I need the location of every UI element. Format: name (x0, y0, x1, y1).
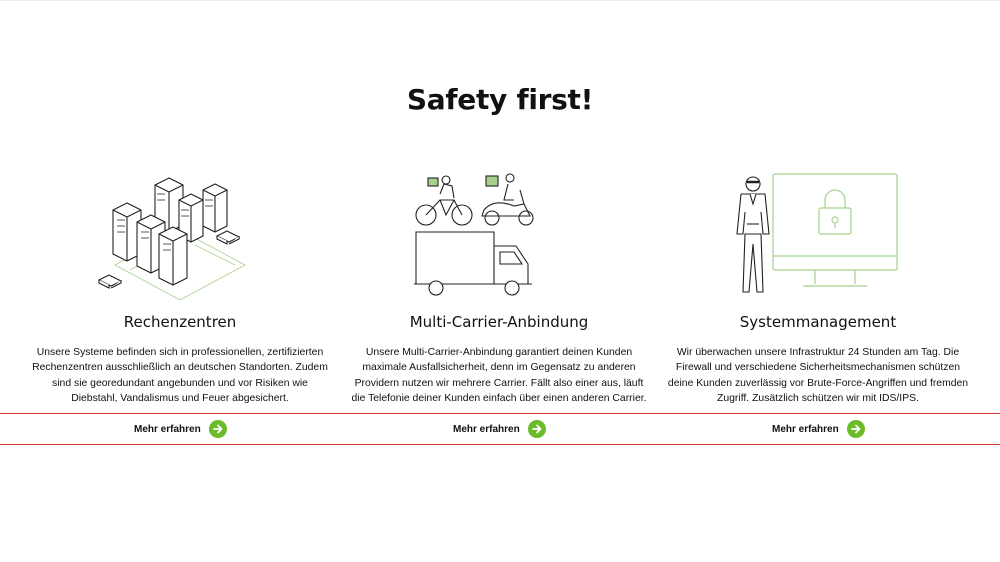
description-line: Rechenzentren ausschließlich an deutschen Standorten. Zudem (32, 362, 328, 374)
delivery-vehicles-icon (414, 170, 584, 300)
description-line: Wir überwachen unsere Infrastruktur 24 Stunden am Tag. Die (676, 347, 960, 358)
feature-description (658, 345, 978, 406)
description-line: Zugriff. Zusätzlich schützen wir mit IDS/IPS. (717, 392, 919, 404)
feature-title: Rechenzentren (123, 313, 237, 331)
description-line: deine Kunden zuverlässig vor Brute-Force-Angriffen und fremden (667, 377, 969, 389)
top-divider (0, 0, 1000, 1)
arrow-right-icon (528, 420, 546, 438)
feature-rechenzentren (20, 170, 340, 404)
description-line: Firewall und verschiedene Sicherheitsmechanismen schützen (675, 362, 961, 374)
cta-label: Mehr erfahren (772, 423, 839, 435)
arrow-right-icon (847, 420, 865, 438)
description-line: Providern nutzen wir mehrere Carrier. Fällt also einer aus, läuft (354, 377, 644, 389)
security-guard-monitor-icon (733, 170, 903, 300)
feature-title: Multi-Carrier-Anbindung (409, 313, 589, 331)
description-line: Unsere Systeme befinden sich in professionellen, zertifizierten (36, 347, 324, 358)
description-line: die Telefonie deiner Kunden einfach über einen anderen Carrier. (351, 392, 647, 404)
feature-title: Systemmanagement (739, 313, 897, 331)
arrow-right-icon (209, 420, 227, 438)
description-line: Diebstahl, Vandalismus und Feuer abgesichert. (71, 392, 289, 404)
page-title: Safety first! (406, 83, 594, 116)
cta-label: Mehr erfahren (453, 423, 520, 435)
cta-label: Mehr erfahren (134, 423, 201, 435)
feature-multi-carrier (339, 170, 659, 404)
cta-band (0, 413, 1000, 445)
mehr-erfahren-link-rechenzentren[interactable] (134, 414, 227, 444)
description-line: sind sie georedundant angebunden und vor Risiken wie (52, 377, 308, 389)
feature-description (339, 345, 659, 406)
description-line: maximale Ausfallsicherheit, denn im Gegensatz zu anderen (362, 362, 636, 374)
feature-description (20, 345, 340, 406)
mehr-erfahren-link-multi-carrier[interactable] (453, 414, 546, 444)
server-racks-icon (95, 170, 265, 300)
description-line: Unsere Multi-Carrier-Anbindung garantiert deinen Kunden (365, 347, 633, 358)
mehr-erfahren-link-systemmanagement[interactable] (772, 414, 865, 444)
feature-systemmanagement (658, 170, 978, 404)
